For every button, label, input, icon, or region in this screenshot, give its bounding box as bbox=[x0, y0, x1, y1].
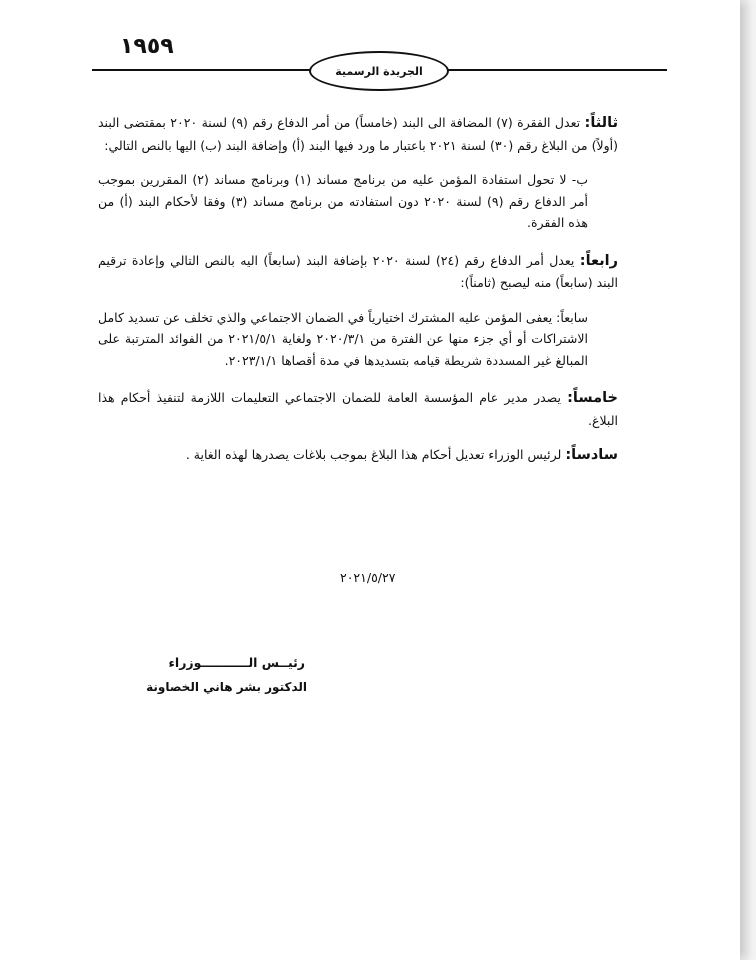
signature-title: رئيــس الـــــــــــوزراء bbox=[168, 655, 305, 670]
clause-fifth-label: خامساً: bbox=[567, 390, 618, 406]
clause-fifth-text: يصدر مدير عام المؤسسة العامة للضمان الاجتماعي التعليمات اللازمة لتنفيذ أحكام هذا البلاغ. bbox=[98, 390, 618, 428]
clause-fourth bbox=[98, 250, 618, 294]
clause-third-label: ثالثاً: bbox=[584, 115, 619, 131]
clause-third bbox=[98, 112, 618, 156]
issue-date: ٢٠٢١/٥/٢٧ bbox=[340, 570, 396, 585]
decree-body bbox=[98, 112, 618, 467]
clause-sixth-text: لرئيس الوزراء تعديل أحكام هذا البلاغ بموجب بلاغات يصدرها لهذه الغاية . bbox=[185, 447, 566, 462]
clause-fourth-sub-seventh: سابعاً: يعفى المؤمن عليه المشترك اختيارياً في الضمان الاجتماعي والذي تخلف عن تسديد كامل الاشتراكات أو أي جزء منها عن الفترة من ٢٠٢٠/٣/١ ولغاية ٢٠٢١/٥/١ من الفوائد المترتبة على المبالغ غير المسددة شريطة قيامه بتسديدها في مدة أقصاها ٢٠٢٣/١/١. bbox=[98, 309, 589, 368]
clause-fourth-label: رابعاً: bbox=[579, 252, 618, 269]
header-rule-right bbox=[445, 69, 667, 71]
header-rule-left bbox=[92, 69, 310, 71]
clause-sixth-label: سادساً: bbox=[565, 447, 618, 463]
clause-third-text: تعدل الفقرة (٧) المضافة الى البند (خامساً) من أمر الدفاع رقم (٩) لسنة ٢٠٢٠ بمقتضى البند (أولاً) من البلاغ رقم (٣٠) لسنة ٢٠٢١ باعتبار ما ورد فيها البند (أ) وإضافة البند (ب) اليها بالنص التالي: bbox=[98, 115, 618, 153]
gazette-badge bbox=[309, 51, 449, 91]
signature-name: الدكتور بشر هاني الخصاونة bbox=[146, 680, 307, 694]
clause-sixth bbox=[98, 444, 618, 467]
clause-fourth-text: يعدل أمر الدفاع رقم (٢٤) لسنة ٢٠٢٠ بإضافة البند (سابعاً) اليه بالنص التالي وإعادة ترقيم البند (سابعاً) منه ليصبح (ثامناً): bbox=[98, 252, 618, 290]
page-number: ١٩٥٩ bbox=[120, 34, 174, 59]
gazette-label: الجريدة الرسمية bbox=[335, 64, 423, 78]
clause-third-sub-b: ب- لا تحول استفادة المؤمن عليه من برنامج مساند (١) وبرنامج مساند (٢) المقررين بموجب أمر الدفاع رقم (٩) لسنة ٢٠٢٠ دون استفادته من برنامج مساند (٣) وفقا لأحكام البند (أ) من هذه الفقرة. bbox=[98, 172, 588, 230]
clause-fifth bbox=[98, 387, 618, 431]
